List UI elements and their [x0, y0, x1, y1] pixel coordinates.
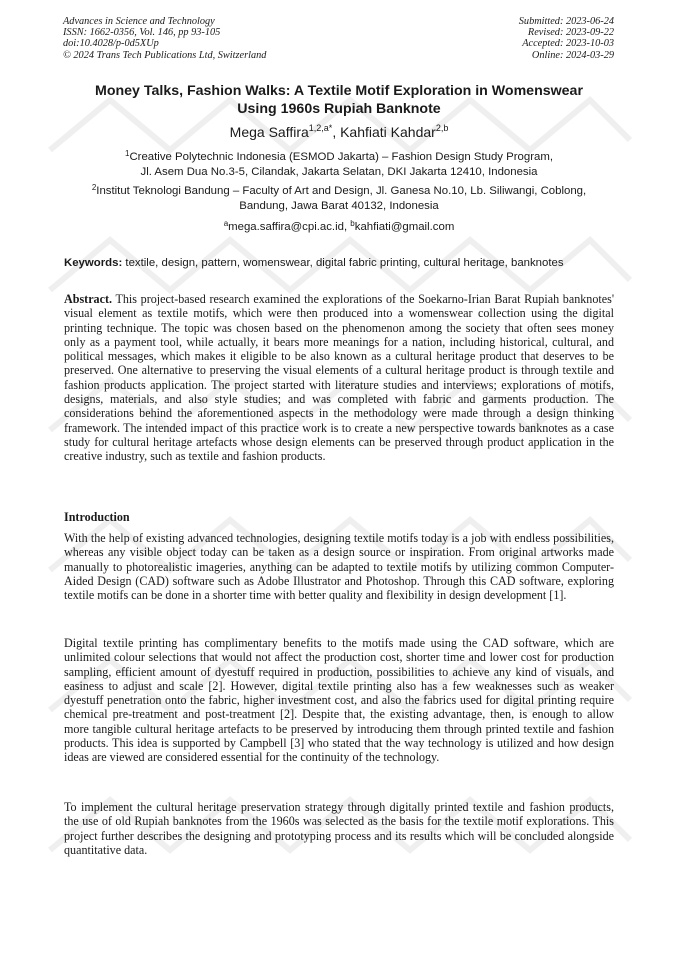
journal-issn: ISSN: 1662-0356, Vol. 146, pp 93-105	[63, 27, 221, 39]
keywords	[64, 256, 624, 271]
email-b-marker: b	[350, 219, 355, 228]
affiliation-1-line-1: Creative Polytechnic Indonesia (ESMOD Jakarta) – Fashion Design Study Program,	[129, 151, 553, 163]
intro-paragraph-1: With the help of existing advanced technologies, designing textile motifs today is a job with endless possibilities, whereas any visible object today can be taken as a design source or inspiration. From original artworks made manually to photorealistic imageries, anything can be adapted to textile motifs by utilizing common Computer-Aided Design (CAD) software such as Adobe Illustrator and Photoshop. Through this CAD software, exploring textile motifs can be done in a shorter time with better quality and flexibility in design development [1].	[64, 531, 614, 603]
affiliation-2	[40, 184, 638, 214]
affiliation-1-marker: 1	[125, 149, 130, 158]
journal-copyright: © 2024 Trans Tech Publications Ltd, Switzerland	[63, 49, 267, 61]
journal-info	[63, 16, 266, 61]
paper-title	[40, 82, 638, 118]
email-a-marker: a	[223, 219, 229, 228]
online-date: Online: 2024-03-29	[531, 49, 614, 61]
affiliation-1	[40, 150, 638, 180]
email-a[interactable]: mega.saffira@cpi.ac.id,	[228, 221, 351, 233]
intro-paragraph-3: To implement the cultural heritage preservation strategy through digitally printed textile and fashion products, the use of old Rupiah banknotes from the 1960s was selected as the basis for the textile motif explorations. This project further describes the designing and prototyping process and its results which will be concluded alongside quantitative data.	[64, 800, 614, 857]
submitted-date: Submitted: 2023-06-24	[518, 16, 614, 27]
introduction-heading: Introduction	[64, 510, 130, 524]
author-2: Kahfiati Kahdar	[340, 124, 436, 140]
abstract-label: Abstract.	[64, 292, 113, 306]
keywords-text: textile, design, pattern, womenswear, digital fabric printing, cultural heritage, banknotes	[122, 257, 564, 269]
abstract-text: This project-based research examined the explorations of the Soekarno-Irian Barat Rupiah banknotes' visual element as textile motifs, which were then produced into a womenswear collection using the digital printing technique. The topic was chosen based on the phenomenon among the society that often sees money only as a payment tool, while actually, it bears more meanings for a nation, including historical, cultural, and political messages, which makes it eligible to be also known as a cultural heritage product that deserves to be preserved. One alternative to preserving the visual elements of a cultural heritage product is through textile and fashion products application. The project started with literature studies and interviews; explorations of motifs, designs, materials, and also style studies; and was completed with fabric and garments production. The considerations behind the aforementioned aspects in the methodology were made through a design thinking framework. The intended impact of this practice work is to create a new perspective towards banknotes as a case study for cultural heritage artefacts whose design elements can be preserved through product application in the creative industry, such as textile and fashion products.	[64, 292, 614, 464]
journal-doi: doi:10.4028/p-0d5XUp	[63, 38, 159, 50]
revised-date: Revised: 2023-09-22	[527, 27, 614, 39]
author-1: Mega Saffira	[229, 124, 309, 140]
intro-paragraph-2: Digital textile printing has complimentary benefits to the motifs made using the CAD software, which are unlimited colour selections that would not affect the production cost, shorter time and lower cost for production sampling, efficient amount of dyestuff required in production, possibilities to achieve any kind of visuals, and easiness to adjust and scale [2]. However, digital textile printing also has a few weaknesses such as weaker dyestuff penetration onto the fabric, higher investment cost, and also the fabrics used for digital printing require chemical pre-treatment and post-treatment [2]. Despite that, the existing advantage, then, is enough to allow more tangible cultural heritage artefacts to be preserved by introducing them through printed textile and fashion products. This idea is supported by Campbell [3] who stated that the way technology is utilized and how design ideas are viewed are considered essential for the continuity of the technology.	[64, 636, 614, 765]
title-line-1: Money Talks, Fashion Walks: A Textile Motif Exploration in Womenswear	[95, 83, 583, 99]
affiliation-1-line-2: Jl. Asem Dua No.3-5, Cilandak, Jakarta Selatan, DKI Jakarta 12410, Indonesia	[140, 166, 538, 178]
author-1-affiliation: 1,2,a*	[308, 123, 333, 133]
affiliation-2-marker: 2	[91, 183, 97, 192]
author-2-affiliation: 2,b	[435, 123, 449, 133]
journal-name: Advances in Science and Technology	[63, 16, 215, 27]
email-b[interactable]: kahfiati@gmail.com	[354, 221, 455, 233]
keywords-label: Keywords:	[64, 257, 123, 269]
abstract	[64, 292, 614, 464]
affiliation-2-line-1: Institut Teknologi Bandung – Faculty of Art and Design, Jl. Ganesa No.10, Lb. Siliwangi, Coblong,	[96, 185, 587, 197]
accepted-date: Accepted: 2023-10-03	[522, 38, 614, 50]
submission-dates	[519, 16, 614, 61]
affiliation-2-line-2: Bandung, Jawa Barat 40132, Indonesia	[239, 200, 439, 212]
author-separator: ,	[332, 124, 341, 140]
title-line-2: Using 1960s Rupiah Banknote	[237, 101, 441, 117]
author-emails	[40, 220, 638, 235]
author-list	[40, 124, 638, 141]
